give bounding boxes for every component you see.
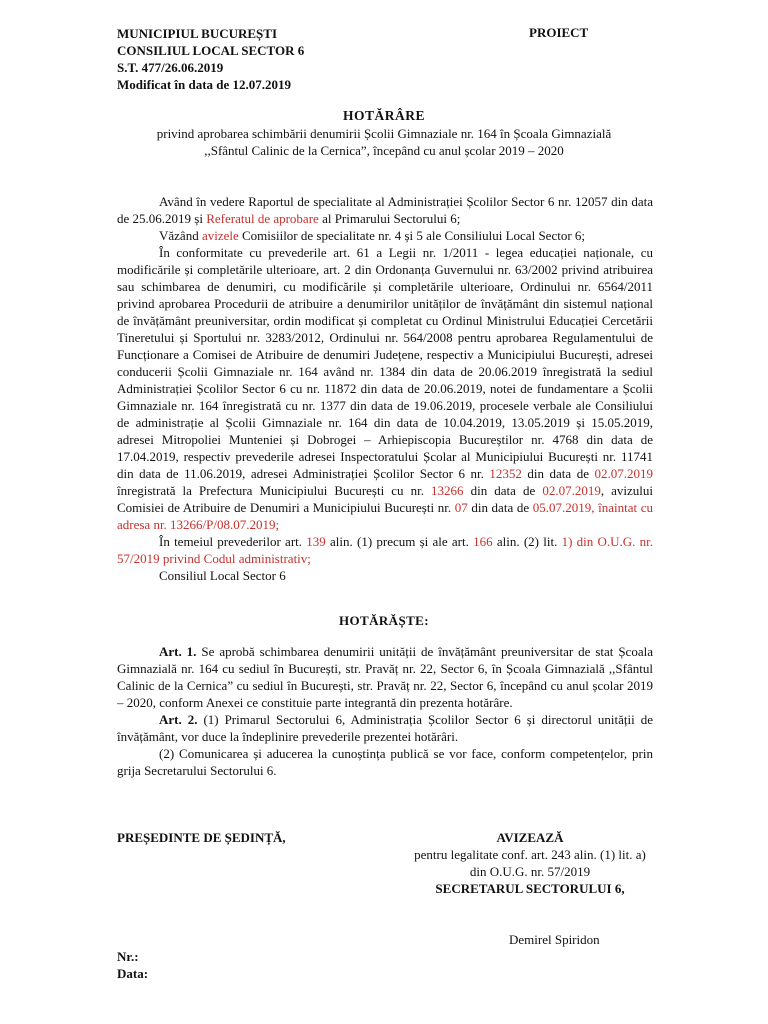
articles [117,643,653,779]
highlighted-text: 05.07.2019, înaintat cu adresa nr. 13266/P/08.07.2019; [117,500,653,532]
legality-line-1: pentru legalitate conf. art. 243 alin. (1) lit. a) [414,847,646,862]
highlighted-text: Referatul de aprobare [206,211,319,226]
highlighted-text: 13266 [431,483,464,498]
text-run: Comisiilor de specialitate nr. 4 și 5 ale Consiliului Local Sector 6; [238,228,586,243]
text-run: În conformitate cu prevederile art. 61 a Legii nr. 1/2011 - legea educației naționale, cu modificările și completările ulterioare, art. 2 din Ordonanța Guvernului nr. 63/2002 privind atribuirea sau schimbarea de denumiri, cu modificările și completările ulterioare, Ordinului nr. 6564/2011 privind aprobarea Procedurii de atribuire a denumirilor unităților de învățământ din sistemul național de învățământ preuniversitar, ordin modificat și completat cu Ordinul Ministrului Educației Cercetării Tineretului și Sportului nr. 3283/2012, Ordinului nr. 564/2008 pentru aprobarea Regulamentului de Funcționare a Comisei de Atribuire de denumiri Județene, respectiv a Municipiului București, adresei conducerii Școlii Gimnaziale nr. 164 având nr. 1384 din data de 20.06.2019 înregistrată la sediul Administrației Școlilor Sector 6 cu nr. 11872 din data de 20.06.2019, notei de fundamentare a Școlii Gimnaziale nr. 164 înregistrată cu nr. 1377 din data de 19.06.2019, procesele verbale ale Consiliului de administrație al Școlii Gimnaziale nr. 164 din data de 10.04.2019, 13.05.2019 și 15.05.2019, adresei Mitropoliei Munteniei și Dobrogei – Arhiepiscopia Bucureștilor nr. 4768 din data de 17.04.2019, respectiv prevederile adresei Inspectoratului Școlar al Municipiului București nr. 11741 din data de 11.06.2019, adresei Administrației Școlilor Sector 6 nr. [117,245,653,481]
legality-line-2: din O.U.G. nr. 57/2019 [469,864,591,879]
endorsement-title: AVIZEAZĂ [496,830,564,845]
preamble-paragraph-4 [117,533,653,567]
subtitle-line-1: privind aprobarea schimbării denumirii Școlii Gimnaziale nr. 164 în Școala Gimnazială [156,126,612,141]
text-run: din data de [467,500,533,515]
text-run: al Primarului Sectorului 6; [318,211,461,226]
number-label: Nr.: [117,949,139,964]
preamble-paragraph-5: Consiliul Local Sector 6 [159,568,286,583]
preamble-paragraph-3 [117,244,653,533]
decides-heading: HOTĂRĂȘTE: [339,613,429,628]
highlighted-text: avizele [201,228,239,243]
header-registration: S.T. 477/26.06.2019 [117,60,224,75]
preamble-paragraph-1 [117,193,653,227]
preamble-paragraph-2 [117,227,653,244]
president-label: PREȘEDINTE DE ȘEDINȚĂ, [117,830,286,845]
text-run: alin. (1) precum și ale art. [325,534,474,549]
text-run: înregistrată la Prefectura Municipiului București cu nr. [117,483,432,498]
date-label: Data: [117,966,149,981]
highlighted-text: 02.07.2019 [542,483,601,498]
secretary-name: Demirel Spiridon [509,932,600,947]
text-run: Văzând [159,228,202,243]
article-1 [117,643,653,711]
preamble [117,193,653,584]
proiect-label: PROIECT [529,25,589,40]
text-run: În temeiul prevederilor art. [159,534,307,549]
text-run: Având în vedere Raportul de specialitate al Administrației Școlilor Sector 6 nr. 12057 din data de 25.06.2019 și [117,194,653,226]
text-run: , avizului Comisiei de Atribuire de Denumiri a Municipiului București nr. [117,483,653,515]
secretary-title: SECRETARUL SECTORULUI 6, [435,881,625,896]
text-run: alin. (2) lit. [492,534,562,549]
article-1-text: Se aprobă schimbarea denumirii unității de învățământ preuniversitar de stat Școala Gimnazială nr. 164 cu sediul în București, str. Pravăț nr. 22, Sector 6, în Școala Gimnazială ,,Sfântul Calinic de la Cernica” cu sediul în București, str. Pravăț nr. 22, Sector 6, începând cu anul școlar 2019 – 2020, conform Anexei ce constituie parte integrantă din prezenta hotărâre. [117,644,653,710]
endorsement-block [380,829,680,897]
highlighted-text: 02.07.2019 [594,466,653,481]
subtitle-line-2: ,,Sfântul Calinic de la Cernica”, începând cu anul școlar 2019 – 2020 [204,143,564,158]
document-subtitle [0,125,768,159]
text-run: din data de [521,466,595,481]
header-council: CONSILIUL LOCAL SECTOR 6 [117,43,305,58]
highlighted-text: 12352 [489,466,522,481]
article-2 [117,711,653,745]
highlighted-text: 1) din O.U.G. nr. 57/2019 privind Codul administrativ; [117,534,653,566]
article-1-label: Art. 1. [159,644,197,659]
document-title: HOTĂRÂRE [342,108,425,123]
header-modified: Modificat în data de 12.07.2019 [117,77,292,92]
article-2-paragraph-2: (2) Comunicarea și aducerea la cunoștința publică se vor face, conform competențelor, prin grija Secretarului Sectorului 6. [117,746,653,778]
highlighted-text: 166 [473,534,493,549]
text-run: din data de [463,483,543,498]
article-2-text: (1) Primarul Sectorului 6, Administrația Școlilor Sector 6 și directorul unității de învățământ, vor duce la îndeplinire prevederile prezentei hotărâri. [117,712,653,744]
article-2-label: Art. 2. [159,712,198,727]
highlighted-text: 07 [454,500,468,515]
document-header [117,25,304,93]
highlighted-text: 139 [306,534,326,549]
header-municipality: MUNICIPIUL BUCUREȘTI [117,26,277,41]
